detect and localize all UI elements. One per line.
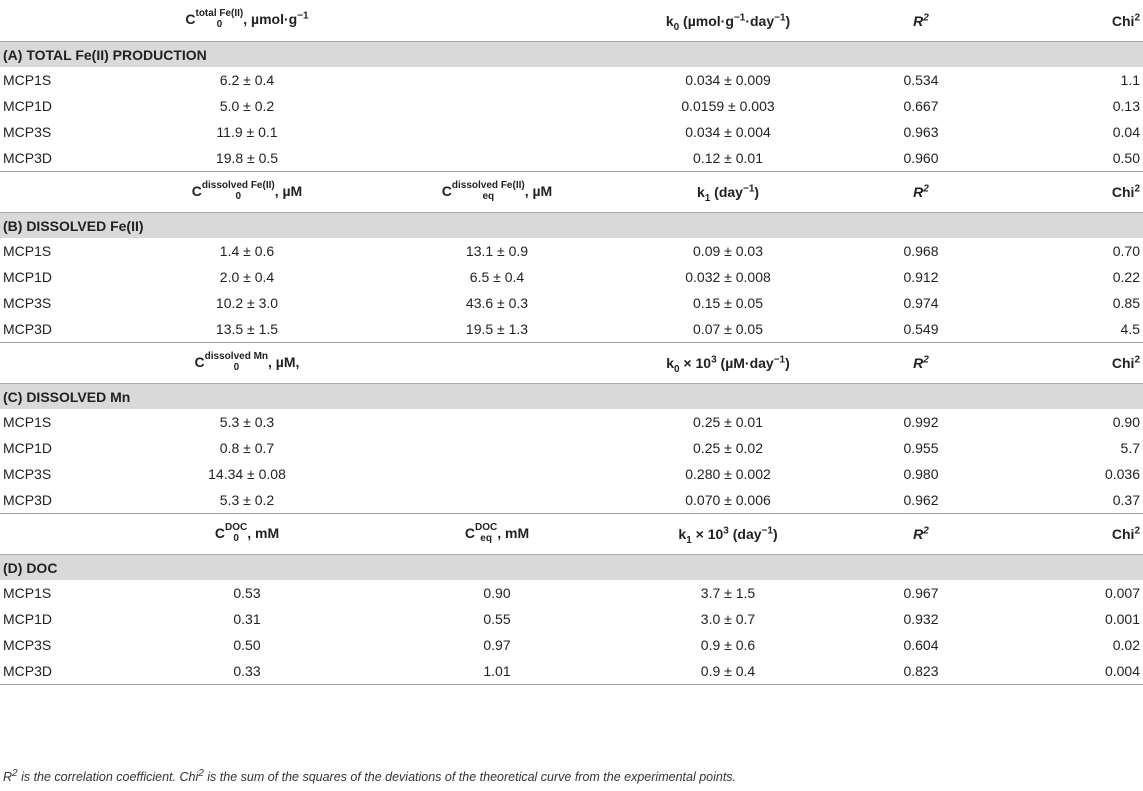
cell-c0: 0.31 bbox=[233, 611, 261, 627]
cell-r2: 0.604 bbox=[903, 637, 939, 653]
cell-chi2: 0.85 bbox=[1112, 295, 1140, 311]
header-c0-scripts bbox=[225, 523, 247, 544]
table-row bbox=[0, 119, 1143, 145]
section-title: (B) DISSOLVED Fe(II) bbox=[0, 213, 1143, 239]
cell-c0: 5.0 ± 0.2 bbox=[219, 98, 275, 114]
section-row bbox=[0, 42, 1143, 68]
header-k-sub: 1 bbox=[704, 192, 711, 204]
header-cell-c0 bbox=[122, 343, 372, 384]
cell-chi2: 1.1 bbox=[1120, 72, 1140, 88]
header-r2-symbol: R bbox=[913, 12, 924, 29]
cell-k: 0.09 ± 0.03 bbox=[693, 243, 763, 259]
header-c0-sup: dissolved Fe(II) bbox=[201, 179, 275, 191]
header-c0-symbol: C bbox=[214, 524, 225, 541]
table-footnote bbox=[3, 767, 737, 784]
header-cell-sample bbox=[0, 172, 122, 213]
header-chi2-sup: 2 bbox=[1134, 525, 1140, 537]
header-cell-ceq bbox=[372, 514, 622, 555]
cell-k: 0.032 ± 0.008 bbox=[685, 269, 771, 285]
header-c0-sup: total Fe(II) bbox=[195, 8, 244, 19]
header-r2-symbol: R bbox=[913, 526, 924, 542]
header-cell-sample bbox=[0, 0, 122, 42]
header-c0-scripts bbox=[195, 9, 243, 30]
header-c0-scripts bbox=[205, 352, 268, 373]
header-cell-k bbox=[622, 0, 834, 42]
cell-k: 3.0 ± 0.7 bbox=[700, 611, 756, 627]
header-k-multiplier-sup: 3 bbox=[711, 354, 717, 366]
table-row bbox=[0, 316, 1143, 343]
section-title: (D) DOC bbox=[0, 555, 1143, 581]
header-c0-unit: , mM bbox=[247, 524, 280, 541]
cell-ceq bbox=[372, 461, 622, 487]
cell-ceq bbox=[372, 409, 622, 435]
cell-ceq: 13.1 ± 0.9 bbox=[465, 243, 529, 259]
header-ceq-scripts bbox=[475, 523, 497, 544]
cell-c0: 13.5 ± 1.5 bbox=[122, 316, 372, 343]
cell-c0: 10.2 ± 3.0 bbox=[215, 295, 279, 311]
cell-sample: MCP3S bbox=[3, 124, 52, 140]
header-ceq-sup: DOC bbox=[475, 521, 498, 533]
cell-r2: 0.968 bbox=[903, 243, 939, 259]
header-c0-scripts bbox=[202, 181, 275, 202]
header-ceq-sub: eq bbox=[480, 532, 492, 544]
cell-chi2: 0.50 bbox=[1008, 145, 1143, 172]
cell-c0: 5.3 ± 0.3 bbox=[219, 414, 275, 430]
footnote-chi-sup: 2 bbox=[198, 767, 204, 779]
cell-k: 3.7 ± 1.5 bbox=[700, 585, 756, 601]
header-chi2-label: Chi bbox=[1111, 355, 1135, 371]
footnote-r-symbol: R bbox=[3, 770, 13, 784]
header-k-unit-sup: −1 bbox=[773, 354, 786, 366]
cell-sample: MCP1S bbox=[3, 414, 52, 430]
header-k-symbol: k bbox=[665, 12, 674, 29]
cell-chi2: 0.02 bbox=[1112, 637, 1140, 653]
header-c0-sub: 0 bbox=[233, 361, 240, 373]
cell-c0: 5.3 ± 0.2 bbox=[122, 487, 372, 514]
cell-chi2: 4.5 bbox=[1008, 316, 1143, 343]
cell-chi2: 5.7 bbox=[1120, 440, 1140, 456]
header-row bbox=[0, 0, 1143, 42]
header-k-unit-sup: −1 bbox=[742, 183, 755, 195]
header-r2-symbol: R bbox=[913, 184, 924, 200]
header-cell-chi2 bbox=[1008, 514, 1143, 555]
cell-ceq: 0.55 bbox=[483, 611, 511, 627]
cell-sample: MCP3D bbox=[0, 145, 122, 172]
header-c0-sub: 0 bbox=[235, 190, 242, 202]
cell-k: 0.9 ± 0.4 bbox=[622, 658, 834, 685]
header-ceq-scripts bbox=[452, 181, 525, 202]
header-chi2-sup: 2 bbox=[1134, 11, 1140, 23]
header-c0-unit: , µmol·g bbox=[243, 11, 298, 28]
header-cell-chi2 bbox=[1008, 343, 1143, 384]
cell-sample: MCP1D bbox=[3, 98, 53, 114]
header-r2-sup: 2 bbox=[923, 11, 929, 23]
cell-k: 0.070 ± 0.006 bbox=[622, 487, 834, 514]
cell-chi2: 0.90 bbox=[1112, 414, 1140, 430]
header-k-unit-2: ·day bbox=[745, 12, 775, 29]
section-title: (A) TOTAL Fe(II) PRODUCTION bbox=[0, 42, 1143, 68]
table-row bbox=[0, 487, 1143, 514]
section-row bbox=[0, 555, 1143, 581]
cell-c0: 19.8 ± 0.5 bbox=[122, 145, 372, 172]
header-k-unit-close: ) bbox=[785, 355, 790, 371]
header-ceq-sub: eq bbox=[482, 190, 495, 202]
header-cell-ceq bbox=[372, 343, 622, 384]
cell-c0: 11.9 ± 0.1 bbox=[216, 124, 278, 140]
cell-ceq bbox=[372, 93, 622, 119]
table-row bbox=[0, 632, 1143, 658]
header-cell-chi2 bbox=[1008, 172, 1143, 213]
cell-r2: 0.974 bbox=[903, 295, 939, 311]
header-chi2-label: Chi bbox=[1111, 12, 1135, 29]
table-row bbox=[0, 290, 1143, 316]
section-title: (C) DISSOLVED Mn bbox=[0, 384, 1143, 410]
header-k-sub: 0 bbox=[673, 21, 680, 33]
cell-chi2: 0.37 bbox=[1008, 487, 1143, 514]
header-r2-sup: 2 bbox=[923, 354, 929, 366]
cell-c0: 0.8 ± 0.7 bbox=[219, 440, 275, 456]
cell-ceq bbox=[372, 487, 622, 514]
cell-ceq bbox=[372, 145, 622, 172]
header-cell-c0 bbox=[122, 514, 372, 555]
cell-k: 0.0159 ± 0.003 bbox=[681, 98, 775, 114]
cell-c0: 1.4 ± 0.6 bbox=[219, 243, 275, 259]
header-k-unit-sup-2: −1 bbox=[774, 11, 786, 23]
header-cell-k bbox=[622, 514, 834, 555]
header-c0-unit: , µM, bbox=[268, 353, 300, 370]
cell-k: 0.280 ± 0.002 bbox=[685, 466, 771, 482]
header-cell-ceq bbox=[372, 0, 622, 42]
table-row bbox=[0, 606, 1143, 632]
header-cell-sample bbox=[0, 343, 122, 384]
header-c0-unit: , µM bbox=[274, 182, 303, 199]
header-k-multiplier-sup: 3 bbox=[723, 525, 729, 537]
cell-k: 0.034 ± 0.009 bbox=[685, 72, 771, 88]
header-c0-sup: dissolved Mn bbox=[204, 350, 269, 362]
cell-ceq bbox=[372, 67, 622, 93]
header-r2-symbol: R bbox=[913, 355, 924, 371]
cell-r2: 0.932 bbox=[903, 611, 939, 627]
header-k-unit: (day bbox=[710, 184, 743, 200]
header-cell-r2 bbox=[834, 172, 1008, 213]
header-chi2-sup: 2 bbox=[1134, 183, 1140, 195]
cell-k: 0.034 ± 0.004 bbox=[685, 124, 771, 140]
header-k-unit: (µmol·g bbox=[679, 12, 734, 29]
cell-sample: MCP1S bbox=[3, 72, 52, 88]
cell-r2: 0.992 bbox=[903, 414, 939, 430]
cell-c0: 0.33 bbox=[122, 658, 372, 685]
table-row bbox=[0, 145, 1143, 172]
table-row bbox=[0, 461, 1143, 487]
cell-r2: 0.823 bbox=[834, 658, 1008, 685]
footnote-r-sup: 2 bbox=[12, 767, 18, 779]
header-c0-sub: 0 bbox=[233, 532, 239, 544]
header-cell-r2 bbox=[834, 343, 1008, 384]
cell-ceq bbox=[372, 435, 622, 461]
cell-r2: 0.962 bbox=[834, 487, 1008, 514]
cell-r2: 0.960 bbox=[834, 145, 1008, 172]
cell-sample: MCP1D bbox=[3, 440, 53, 456]
cell-ceq: 0.97 bbox=[483, 637, 511, 653]
header-r2-sup: 2 bbox=[923, 183, 929, 195]
cell-sample: MCP3S bbox=[3, 466, 52, 482]
header-cell-ceq bbox=[372, 172, 622, 213]
footnote-text-1: is the correlation coefficient. Chi bbox=[17, 770, 199, 784]
cell-ceq: 0.90 bbox=[483, 585, 511, 601]
header-ceq-unit: , mM bbox=[497, 524, 530, 541]
header-k-sub: 1 bbox=[686, 534, 692, 546]
cell-r2: 0.667 bbox=[903, 98, 939, 114]
header-c0-unit-sup: −1 bbox=[297, 10, 309, 22]
header-k-unit: (day bbox=[728, 526, 762, 542]
header-ceq-symbol: C bbox=[441, 182, 452, 199]
table-row bbox=[0, 580, 1143, 606]
table-row bbox=[0, 435, 1143, 461]
cell-r2: 0.980 bbox=[903, 466, 939, 482]
cell-k: 0.15 ± 0.05 bbox=[693, 295, 763, 311]
cell-chi2: 0.13 bbox=[1112, 98, 1140, 114]
cell-sample: MCP1S bbox=[3, 243, 52, 259]
header-c0-symbol: C bbox=[185, 11, 196, 28]
cell-chi2: 0.22 bbox=[1112, 269, 1140, 285]
cell-k: 0.9 ± 0.6 bbox=[700, 637, 756, 653]
header-cell-sample bbox=[0, 514, 122, 555]
header-cell-r2 bbox=[834, 0, 1008, 42]
header-k-symbol: k bbox=[666, 355, 674, 371]
cell-chi2: 0.007 bbox=[1104, 585, 1140, 601]
header-chi2-label: Chi bbox=[1111, 526, 1135, 542]
cell-r2: 0.963 bbox=[903, 124, 939, 140]
cell-c0: 0.50 bbox=[233, 637, 261, 653]
header-c0-sub: 0 bbox=[216, 19, 223, 30]
header-c0-symbol: C bbox=[194, 353, 205, 370]
cell-c0: 6.2 ± 0.4 bbox=[219, 72, 275, 88]
header-row bbox=[0, 172, 1143, 213]
cell-r2: 0.967 bbox=[903, 585, 939, 601]
header-k-multiplier: × 10 bbox=[691, 526, 724, 542]
header-ceq-symbol: C bbox=[464, 524, 475, 541]
cell-r2: 0.912 bbox=[903, 269, 939, 285]
cell-k: 0.25 ± 0.01 bbox=[693, 414, 763, 430]
header-k-unit-close: ) bbox=[785, 12, 791, 29]
cell-sample: MCP1D bbox=[3, 611, 53, 627]
cell-sample: MCP3S bbox=[3, 295, 52, 311]
cell-k: 0.07 ± 0.05 bbox=[622, 316, 834, 343]
header-k-unit-close: ) bbox=[772, 526, 778, 542]
cell-chi2: 0.004 bbox=[1008, 658, 1143, 685]
header-c0-sup: DOC bbox=[225, 521, 248, 533]
header-chi2-sup: 2 bbox=[1134, 354, 1140, 366]
header-k-unit-close: ) bbox=[754, 184, 760, 200]
cell-sample: MCP1S bbox=[3, 585, 52, 601]
cell-c0: 0.53 bbox=[233, 585, 261, 601]
header-cell-r2 bbox=[834, 514, 1008, 555]
cell-sample: MCP3D bbox=[0, 316, 122, 343]
cell-ceq: 1.01 bbox=[372, 658, 622, 685]
header-cell-c0 bbox=[122, 0, 372, 42]
cell-c0: 14.34 ± 0.08 bbox=[208, 466, 286, 482]
header-chi2-label: Chi bbox=[1111, 184, 1135, 200]
cell-chi2: 0.70 bbox=[1112, 243, 1140, 259]
header-ceq-unit: , µM bbox=[524, 182, 553, 199]
section-row bbox=[0, 213, 1143, 239]
cell-chi2: 0.001 bbox=[1104, 611, 1140, 627]
header-cell-chi2 bbox=[1008, 0, 1143, 42]
cell-sample: MCP3S bbox=[3, 637, 52, 653]
header-k-multiplier: × 10 bbox=[679, 355, 712, 371]
cell-sample: MCP3D bbox=[0, 658, 122, 685]
cell-chi2: 0.036 bbox=[1104, 466, 1140, 482]
header-k-symbol: k bbox=[678, 526, 687, 542]
cell-ceq: 43.6 ± 0.3 bbox=[465, 295, 529, 311]
table-row bbox=[0, 67, 1143, 93]
cell-ceq: 6.5 ± 0.4 bbox=[469, 269, 525, 285]
cell-r2: 0.955 bbox=[903, 440, 939, 456]
cell-sample: MCP1D bbox=[3, 269, 53, 285]
cell-r2: 0.549 bbox=[834, 316, 1008, 343]
header-row bbox=[0, 514, 1143, 555]
header-cell-k bbox=[622, 172, 834, 213]
header-c0-symbol: C bbox=[191, 182, 202, 199]
header-k-symbol: k bbox=[696, 184, 705, 200]
header-k-unit: (µM·day bbox=[716, 355, 774, 371]
cell-chi2: 0.04 bbox=[1112, 124, 1140, 140]
table-row bbox=[0, 409, 1143, 435]
header-cell-c0 bbox=[122, 172, 372, 213]
footnote-text-2: is the sum of the squares of the deviations of the theoretical curve from the experimental points. bbox=[203, 770, 737, 784]
header-k-sub: 0 bbox=[673, 363, 680, 375]
section-row bbox=[0, 384, 1143, 410]
header-r2-sup: 2 bbox=[923, 525, 929, 537]
cell-ceq bbox=[372, 119, 622, 145]
cell-k: 0.12 ± 0.01 bbox=[622, 145, 834, 172]
cell-ceq: 19.5 ± 1.3 bbox=[372, 316, 622, 343]
cell-sample: MCP3D bbox=[0, 487, 122, 514]
table-row bbox=[0, 238, 1143, 264]
header-cell-k bbox=[622, 343, 834, 384]
table-row bbox=[0, 658, 1143, 685]
header-k-unit-sup: −1 bbox=[761, 525, 773, 537]
table-row bbox=[0, 264, 1143, 290]
table-row bbox=[0, 93, 1143, 119]
header-row bbox=[0, 343, 1143, 384]
cell-r2: 0.534 bbox=[903, 72, 939, 88]
header-k-unit-sup: −1 bbox=[733, 11, 746, 23]
header-ceq-sup: dissolved Fe(II) bbox=[451, 179, 525, 191]
cell-k: 0.25 ± 0.02 bbox=[693, 440, 763, 456]
cell-c0: 2.0 ± 0.4 bbox=[219, 269, 275, 285]
